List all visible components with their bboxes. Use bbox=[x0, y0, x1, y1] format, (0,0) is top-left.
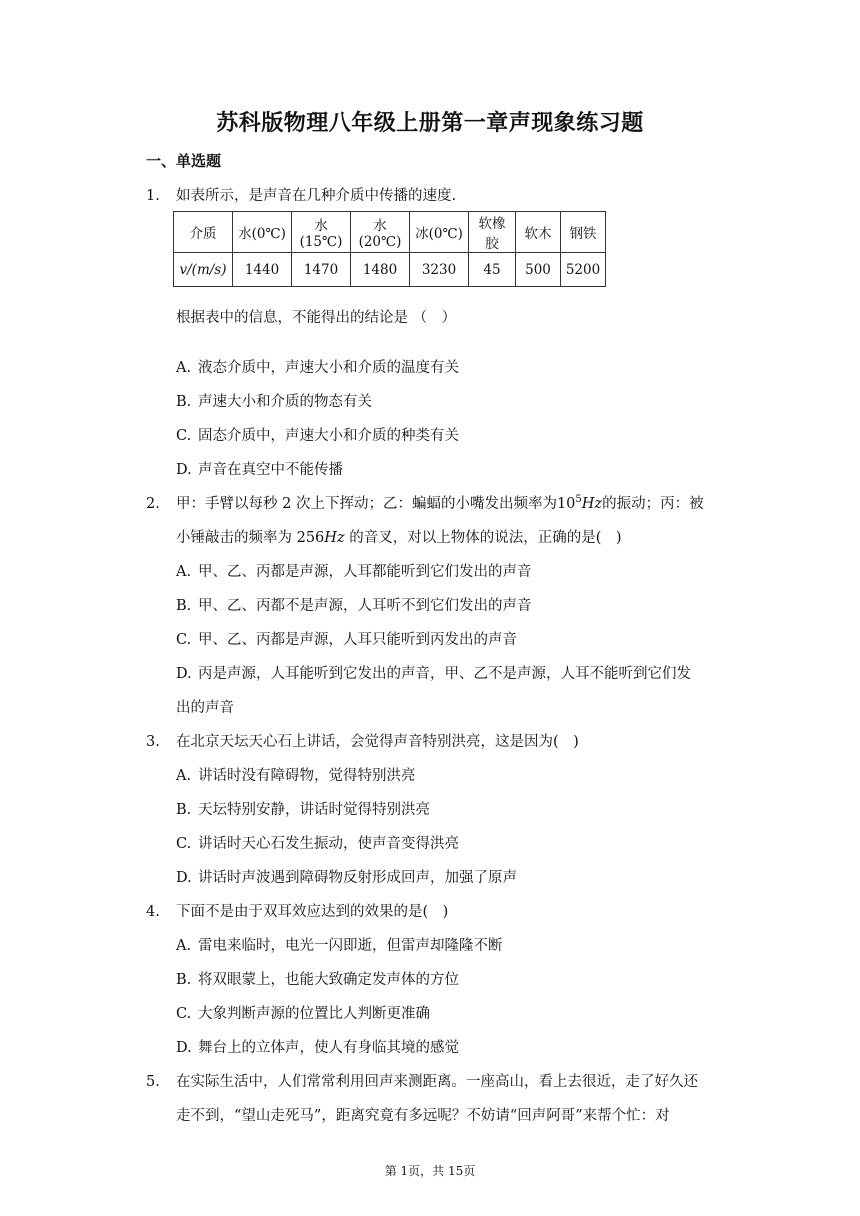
question-2-option-d-continued: 出的声音 bbox=[176, 700, 234, 716]
question-3-option-c[interactable] bbox=[176, 834, 459, 854]
question-1-text: 如表所示，是声音在几种介质中传播的速度. bbox=[176, 188, 457, 204]
option-letter: C. bbox=[176, 428, 192, 444]
table-cell: 水(15℃) bbox=[292, 212, 351, 253]
option-letter: D. bbox=[176, 666, 192, 682]
table-cell: 软木 bbox=[516, 212, 561, 253]
page-footer: 第 1页，共 15页 bbox=[384, 1164, 476, 1178]
table-header-row bbox=[174, 212, 606, 253]
option-text: 甲、乙、丙都是声源，人耳都能听到它们发出的声音 bbox=[198, 564, 532, 580]
question-1-option-c[interactable] bbox=[176, 426, 459, 446]
question-1-number: 1. bbox=[146, 188, 160, 204]
option-text: 甲、乙、丙都不是声源，人耳听不到它们发出的声音 bbox=[198, 598, 532, 614]
math-exponent: 5 bbox=[575, 494, 582, 506]
table-cell: 水(0℃) bbox=[233, 212, 292, 253]
option-letter: A. bbox=[176, 938, 192, 954]
question-4-option-b[interactable] bbox=[176, 970, 459, 990]
question-5-number: 5. bbox=[146, 1074, 160, 1090]
question-3-option-a[interactable] bbox=[176, 766, 416, 786]
option-text: 丙是声源，人耳能听到它发出的声音，甲、乙不是声源，人耳不能听到它们发 bbox=[198, 666, 691, 682]
option-letter: B. bbox=[176, 598, 192, 614]
question-1-option-b[interactable] bbox=[176, 392, 372, 412]
table-cell: 500 bbox=[516, 253, 561, 287]
table-cell: 1480 bbox=[351, 253, 410, 287]
question-2-option-c[interactable] bbox=[176, 630, 517, 650]
question-2-option-b[interactable] bbox=[176, 596, 532, 616]
table-cell: v/(m/s) bbox=[174, 253, 233, 287]
table-cell: 45 bbox=[469, 253, 516, 287]
unit-hz: Hz bbox=[581, 496, 603, 512]
math-base: 10 bbox=[556, 496, 576, 512]
question-4-option-d[interactable] bbox=[176, 1038, 459, 1058]
math-number: 256 bbox=[296, 530, 325, 546]
question-5-text-line2: 走不到，“望山走死马”，距离究竟有多远呢？不妨请“回声阿哥”来帮个忙：对 bbox=[176, 1108, 670, 1124]
table-cell: 软橡胶 bbox=[469, 212, 516, 253]
question-3-option-b[interactable] bbox=[176, 800, 430, 820]
option-text: 大象判断声源的位置比人判断更准确 bbox=[198, 1006, 430, 1022]
table-cell: 钢铁 bbox=[561, 212, 606, 253]
question-3-number: 3. bbox=[146, 734, 160, 750]
question-1-option-d[interactable] bbox=[176, 460, 343, 480]
option-letter: C. bbox=[176, 1006, 192, 1022]
sound-speed-table bbox=[173, 211, 606, 287]
question-4-option-c[interactable] bbox=[176, 1004, 430, 1024]
document-title: 苏科版物理八年级上册第一章声现象练习题 bbox=[216, 110, 644, 136]
question-2-number: 2. bbox=[146, 496, 160, 512]
option-text: 雷电来临时，电光一闪即逝，但雷声却隆隆不断 bbox=[198, 938, 503, 954]
option-text: 舞台上的立体声，使人有身临其境的感觉 bbox=[198, 1040, 459, 1056]
question-1-option-a[interactable] bbox=[176, 358, 459, 378]
option-text: 固态介质中，声速大小和介质的种类有关 bbox=[198, 428, 459, 444]
option-letter: C. bbox=[176, 836, 192, 852]
option-text: 将双眼蒙上，也能大致确定发声体的方位 bbox=[198, 972, 459, 988]
option-letter: D. bbox=[176, 1040, 192, 1056]
option-text: 讲话时声波遇到障碍物反射形成回声，加强了原声 bbox=[198, 870, 517, 886]
option-letter: B. bbox=[176, 802, 192, 818]
question-5-text-line1: 在实际生活中，人们常常利用回声来测距离。一座高山，看上去很近，走了好久还 bbox=[176, 1074, 698, 1090]
option-text: 天坛特别安静，讲话时觉得特别洪亮 bbox=[198, 802, 430, 818]
table-cell: 1440 bbox=[233, 253, 292, 287]
table-cell: 3230 bbox=[410, 253, 469, 287]
option-text: 甲、乙、丙都是声源，人耳只能听到丙发出的声音 bbox=[198, 632, 517, 648]
question-4-option-a[interactable] bbox=[176, 936, 503, 956]
math-power bbox=[557, 496, 582, 512]
table-cell: 5200 bbox=[561, 253, 606, 287]
option-letter: A. bbox=[176, 768, 192, 784]
question-2-text-line1 bbox=[176, 494, 704, 514]
table-cell: 1470 bbox=[292, 253, 351, 287]
option-letter: A. bbox=[176, 360, 192, 376]
option-text: 讲话时没有障碍物，觉得特别洪亮 bbox=[198, 768, 416, 784]
table-value-row bbox=[174, 253, 606, 287]
text-span: 的振动；丙：被 bbox=[602, 496, 704, 512]
table-cell: 水(20℃) bbox=[351, 212, 410, 253]
question-3-text: 在北京天坛天心石上讲话，会觉得声音特别洪亮，这是因为( ) bbox=[176, 734, 579, 750]
option-letter: B. bbox=[176, 394, 192, 410]
option-letter: D. bbox=[176, 462, 192, 478]
question-4-text: 下面不是由于双耳效应达到的效果的是( ) bbox=[176, 904, 449, 920]
option-letter: C. bbox=[176, 632, 192, 648]
option-letter: A. bbox=[176, 564, 192, 580]
question-2-option-a[interactable] bbox=[176, 562, 532, 582]
table-cell: 介质 bbox=[174, 212, 233, 253]
text-span: 甲：手臂以每秒 2 次上下挥动；乙：蝙蝠的小嘴发出频率为 bbox=[176, 496, 557, 512]
question-1-prompt: 根据表中的信息，不能得出的结论是 （ ） bbox=[176, 310, 457, 326]
question-3-option-d[interactable] bbox=[176, 868, 517, 888]
question-2-text-line2 bbox=[176, 528, 622, 548]
option-letter: B. bbox=[176, 972, 192, 988]
question-2-option-d[interactable] bbox=[176, 664, 691, 684]
question-4-number: 4. bbox=[146, 904, 160, 920]
section-heading: 一、单选题 bbox=[146, 152, 222, 170]
table-cell: 冰(0℃) bbox=[410, 212, 469, 253]
option-text: 声速大小和介质的物态有关 bbox=[198, 394, 372, 410]
text-span: 小锤敲击的频率为 bbox=[176, 530, 297, 546]
option-text: 液态介质中，声速大小和介质的温度有关 bbox=[198, 360, 459, 376]
option-letter: D. bbox=[176, 870, 192, 886]
unit-hz: Hz bbox=[324, 530, 345, 546]
text-span: 的音叉，对以上物体的说法，正确的是( ) bbox=[344, 530, 622, 546]
option-text: 讲话时天心石发生振动，使声音变得洪亮 bbox=[198, 836, 459, 852]
option-text: 声音在真空中不能传播 bbox=[198, 462, 343, 478]
